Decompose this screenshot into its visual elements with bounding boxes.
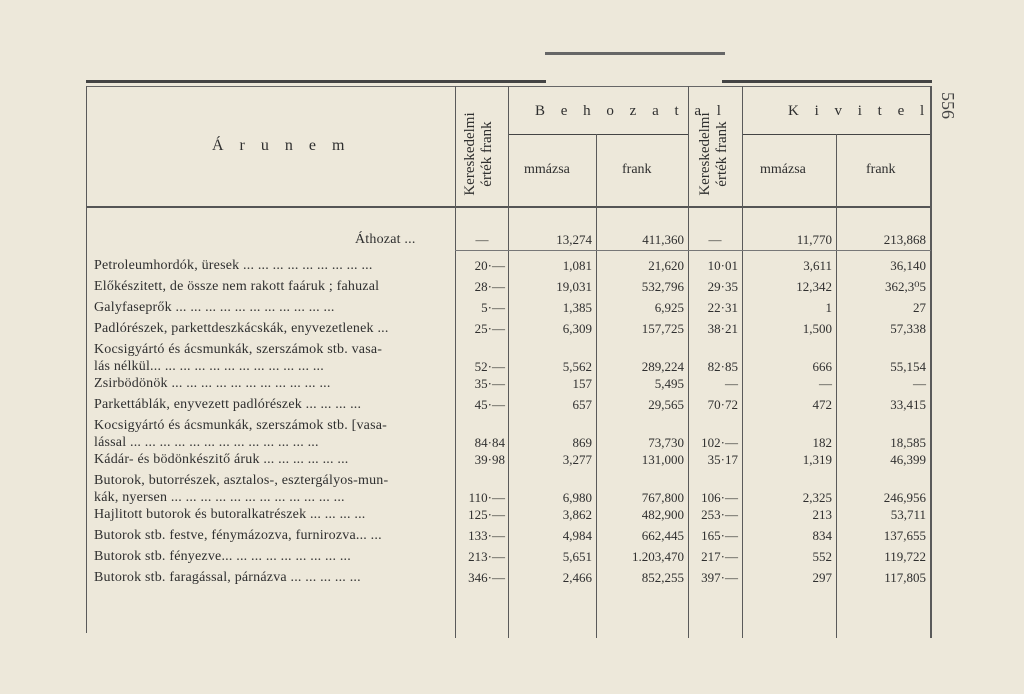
row-be-kereskedelmi: 35·— bbox=[474, 376, 505, 391]
row-ki-frank: — bbox=[913, 376, 926, 391]
row-label-line1: Kocsigyártó és ácsmunkák, szerszámok stb. vasa- bbox=[94, 342, 383, 357]
row-ki-kereskedelmi: 165·— bbox=[701, 528, 738, 543]
row-label-line1: Zsirbödönök ... ... ... ... ... ... ... ... ... ... ... bbox=[94, 376, 331, 391]
row-be-frank: 73,730 bbox=[648, 435, 684, 450]
athozat-be-fr: 411,360 bbox=[642, 232, 684, 247]
row-label-line2: lással ... ... ... ... ... ... ... ... ... ... ... ... ... bbox=[94, 435, 319, 450]
row-be-kereskedelmi: 20·— bbox=[474, 258, 505, 273]
row-be-mmazsa: 657 bbox=[572, 397, 592, 412]
row-ki-frank: 57,338 bbox=[890, 321, 926, 336]
row-be-kereskedelmi: 125·— bbox=[468, 507, 505, 522]
row-ki-mmazsa: 1,500 bbox=[802, 321, 832, 336]
row-ki-frank: 55,154 bbox=[890, 359, 926, 374]
row-ki-frank: 246,956 bbox=[883, 490, 926, 505]
col-divider-ki-ker bbox=[742, 86, 743, 638]
row-be-mmazsa: 1,385 bbox=[562, 300, 592, 315]
col-divider-be-mm bbox=[596, 134, 597, 638]
row-ki-mmazsa: 666 bbox=[812, 359, 832, 374]
athozat-be-ker: — bbox=[475, 232, 489, 247]
row-ki-mmazsa: 1,319 bbox=[802, 452, 832, 467]
col-divider-be-ker bbox=[508, 86, 509, 638]
row-ki-kereskedelmi: 10·01 bbox=[707, 258, 738, 273]
row-be-mmazsa: 3,862 bbox=[562, 507, 592, 522]
row-be-kereskedelmi: 84·84 bbox=[474, 435, 505, 450]
row-ki-kereskedelmi: 38·21 bbox=[707, 321, 738, 336]
row-be-frank: 21,620 bbox=[648, 258, 684, 273]
row-ki-frank: 119,722 bbox=[884, 549, 926, 564]
row-be-mmazsa: 5,651 bbox=[562, 549, 592, 564]
header-be-mmazsa: mmázsa bbox=[524, 162, 570, 177]
row-label-line1: Galyfaseprők ... ... ... ... ... ... ... ... ... ... ... bbox=[94, 300, 335, 315]
row-label-line1: Butorok stb. fényezve... ... ... ... ... ... ... ... ... bbox=[94, 549, 351, 564]
header-ki-frank: frank bbox=[866, 162, 896, 177]
header-rule bbox=[86, 86, 932, 87]
row-ki-mmazsa: 182 bbox=[812, 435, 832, 450]
row-be-mmazsa: 6,980 bbox=[562, 490, 592, 505]
row-be-kereskedelmi: 110·— bbox=[468, 490, 505, 505]
row-label-line1: Hajlitott butorok és butoralkatrészek ... ... ... ... bbox=[94, 507, 366, 522]
row-be-frank: 662,445 bbox=[641, 528, 684, 543]
row-ki-frank: 36,140 bbox=[890, 258, 926, 273]
page-number: 556 bbox=[938, 92, 958, 119]
row-be-frank: 157,725 bbox=[641, 321, 684, 336]
row-ki-kereskedelmi: 22·31 bbox=[707, 300, 738, 315]
row-ki-mmazsa: 1 bbox=[825, 300, 832, 315]
row-ki-frank: 53,711 bbox=[890, 507, 926, 522]
row-ki-kereskedelmi: 106·— bbox=[701, 490, 738, 505]
row-label-line1: Kádár- és bödönkészitő áruk ... ... ... ... ... ... bbox=[94, 452, 349, 467]
row-be-frank: 482,900 bbox=[641, 507, 684, 522]
row-ki-frank: 18,585 bbox=[890, 435, 926, 450]
row-label-line2: lás nélkül... ... ... ... ... ... ... ... ... ... ... ... bbox=[94, 359, 324, 374]
header-kivitel: K i v i t e l bbox=[788, 103, 931, 119]
header-behozatal: B e h o z a t a l bbox=[535, 103, 727, 119]
row-ki-mmazsa: 3,611 bbox=[803, 258, 832, 273]
top-ornament-rule bbox=[545, 52, 725, 55]
row-be-mmazsa: 5,562 bbox=[562, 359, 592, 374]
col-divider-ki-mm bbox=[836, 134, 837, 638]
athozat-rule bbox=[455, 250, 931, 251]
row-label-line1: Butorok stb. faragással, párnázva ... ... ... ... ... bbox=[94, 570, 361, 585]
row-ki-frank: 117,805 bbox=[884, 570, 926, 585]
row-ki-kereskedelmi: 70·72 bbox=[707, 397, 738, 412]
row-ki-frank: 33,415 bbox=[890, 397, 926, 412]
col-divider-be-fr bbox=[688, 86, 689, 638]
left-border bbox=[86, 86, 87, 633]
row-be-kereskedelmi: 28·— bbox=[474, 279, 505, 294]
row-ki-frank: 137,655 bbox=[883, 528, 926, 543]
row-be-mmazsa: 3,277 bbox=[562, 452, 592, 467]
row-be-frank: 6,925 bbox=[654, 300, 684, 315]
row-be-frank: 5,495 bbox=[654, 376, 684, 391]
top-rule-right bbox=[722, 80, 932, 83]
header-be-frank: frank bbox=[622, 162, 652, 177]
row-ki-mmazsa: 12,342 bbox=[796, 279, 832, 294]
row-ki-kereskedelmi: 35·17 bbox=[707, 452, 738, 467]
row-label-line2: kák, nyersen ... ... ... ... ... ... ... ... ... ... ... ... bbox=[94, 490, 345, 505]
row-ki-frank: 27 bbox=[913, 300, 926, 315]
athozat-label: Áthozat ... bbox=[355, 232, 416, 247]
row-be-mmazsa: 19,031 bbox=[556, 279, 592, 294]
row-be-mmazsa: 4,984 bbox=[562, 528, 592, 543]
row-be-kereskedelmi: 213·— bbox=[468, 549, 505, 564]
row-ki-frank: 362,3⁰5 bbox=[885, 279, 926, 294]
row-label-line1: Padlórészek, parkettdeszkácskák, enyvezetlenek ... bbox=[94, 321, 389, 336]
row-be-mmazsa: 869 bbox=[572, 435, 592, 450]
athozat-ki-ker: — bbox=[708, 232, 722, 247]
athozat-ki-mm: 11,770 bbox=[796, 232, 832, 247]
row-be-mmazsa: 157 bbox=[572, 376, 592, 391]
row-be-mmazsa: 6,309 bbox=[562, 321, 592, 336]
row-ki-frank: 46,399 bbox=[890, 452, 926, 467]
athozat-ki-fr: 213,868 bbox=[883, 232, 926, 247]
row-label-line1: Butorok stb. festve, fénymázozva, furnirozva... ... bbox=[94, 528, 382, 543]
row-be-frank: 852,255 bbox=[641, 570, 684, 585]
row-be-kereskedelmi: 52·— bbox=[474, 359, 505, 374]
row-ki-mmazsa: 552 bbox=[812, 549, 832, 564]
col-divider-name bbox=[455, 86, 456, 638]
row-label-line1: Előkészitett, de össze nem rakott faáruk ; fahuzal bbox=[94, 279, 380, 294]
subheader-rule-behozatal bbox=[508, 134, 688, 135]
row-ki-mmazsa: 2,325 bbox=[802, 490, 832, 505]
row-be-kereskedelmi: 45·— bbox=[474, 397, 505, 412]
top-rule-left bbox=[86, 80, 546, 83]
row-ki-mmazsa: 213 bbox=[812, 507, 832, 522]
row-ki-kereskedelmi: 82·85 bbox=[707, 359, 738, 374]
row-label-line1: Butorok, butorrészek, asztalos-, esztergályos-mun- bbox=[94, 473, 389, 488]
row-ki-mmazsa: 834 bbox=[812, 528, 832, 543]
row-be-frank: 289,224 bbox=[641, 359, 684, 374]
row-be-mmazsa: 1,081 bbox=[562, 258, 592, 273]
header-arunem: Á r u n e m bbox=[212, 137, 351, 154]
row-be-kereskedelmi: 5·— bbox=[481, 300, 505, 315]
row-ki-kereskedelmi: 253·— bbox=[701, 507, 738, 522]
row-be-kereskedelmi: 133·— bbox=[468, 528, 505, 543]
row-ki-kereskedelmi: 29·35 bbox=[707, 279, 738, 294]
row-ki-mmazsa: 297 bbox=[812, 570, 832, 585]
row-be-kereskedelmi: 39·98 bbox=[474, 452, 505, 467]
right-border bbox=[930, 86, 932, 638]
row-be-frank: 29,565 bbox=[648, 397, 684, 412]
row-be-frank: 1.203,470 bbox=[632, 549, 684, 564]
row-ki-mmazsa: — bbox=[819, 376, 832, 391]
header-bottom-rule bbox=[86, 206, 932, 208]
header-be-kereskedelmi: Kereskedelmi érték frank bbox=[462, 112, 495, 196]
row-be-kereskedelmi: 346·— bbox=[468, 570, 505, 585]
row-ki-kereskedelmi: 102·— bbox=[701, 435, 738, 450]
row-ki-kereskedelmi: — bbox=[725, 376, 738, 391]
row-be-mmazsa: 2,466 bbox=[562, 570, 592, 585]
athozat-be-mm: 13,274 bbox=[556, 232, 592, 247]
row-be-kereskedelmi: 25·— bbox=[474, 321, 505, 336]
row-label-line1: Petroleumhordók, üresek ... ... ... ... ... ... ... ... ... bbox=[94, 258, 373, 273]
row-ki-kereskedelmi: 217·— bbox=[701, 549, 738, 564]
row-label-line1: Kocsigyártó és ácsmunkák, szerszámok stb. [vasa- bbox=[94, 418, 388, 433]
header-ki-mmazsa: mmázsa bbox=[760, 162, 806, 177]
row-ki-mmazsa: 472 bbox=[812, 397, 832, 412]
header-ki-kereskedelmi: Kereskedelmi érték frank bbox=[697, 112, 730, 196]
row-be-frank: 131,000 bbox=[641, 452, 684, 467]
row-be-frank: 767,800 bbox=[641, 490, 684, 505]
row-be-frank: 532,796 bbox=[641, 279, 684, 294]
row-ki-kereskedelmi: 397·— bbox=[701, 570, 738, 585]
row-label-line1: Parkettáblák, enyvezett padlórészek ... ... ... ... bbox=[94, 397, 362, 412]
